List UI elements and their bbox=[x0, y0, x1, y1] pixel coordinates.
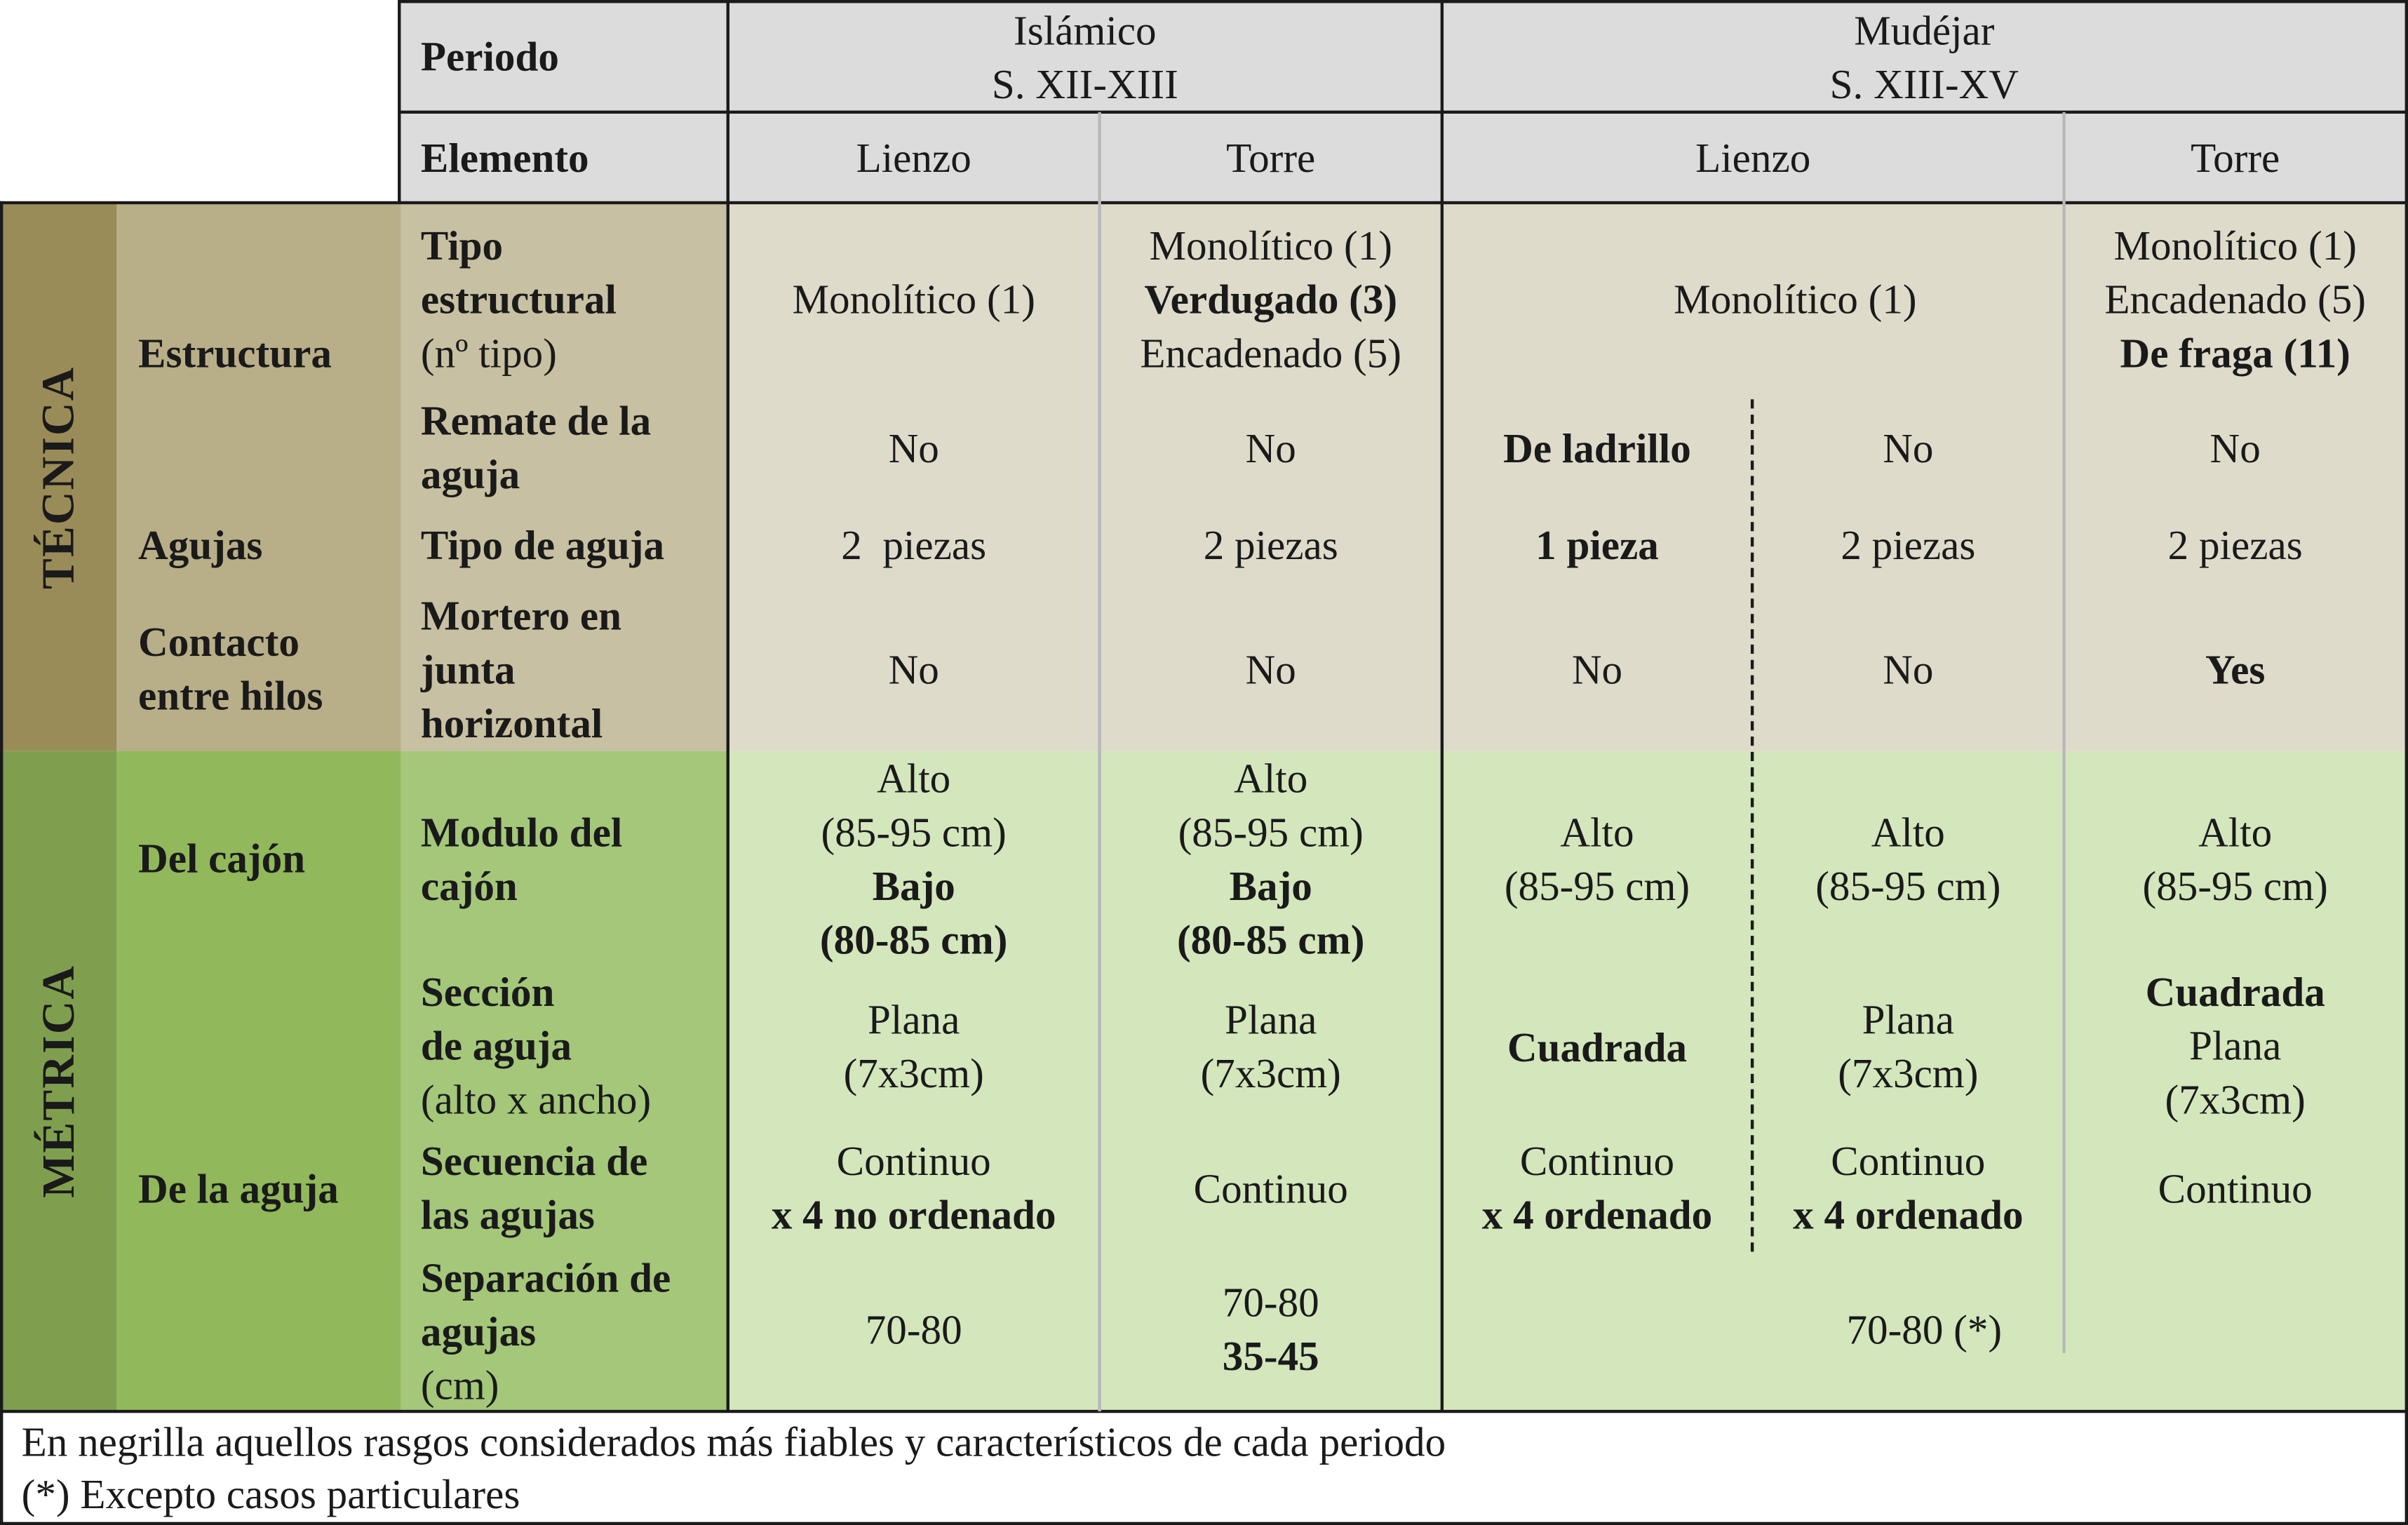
feature-seccion: Sección de aguja (alto x ancho) bbox=[420, 968, 652, 1122]
value-mortero-isl-lienzo: No bbox=[888, 645, 939, 692]
group-contacto: Contacto entre hilos bbox=[138, 619, 323, 719]
feature-modulo: Modulo del cajón bbox=[420, 809, 623, 910]
value-remate-mud-lienzo-b: No bbox=[1883, 424, 1934, 471]
value-remate-mud-torre: No bbox=[2209, 424, 2261, 471]
note-exceptions: (*) Excepto casos particulares bbox=[21, 1471, 520, 1518]
value-tipo-mud-torre: Monolítico (1) Encadenado (5) De fraga (11) bbox=[2104, 222, 2366, 376]
periodo-label: Periodo bbox=[420, 34, 559, 80]
value-remate-mud-lienzo-a: De ladrillo bbox=[1503, 424, 1691, 471]
element-isl-lienzo: Lienzo bbox=[856, 134, 971, 181]
value-mortero-mud-torre: Yes bbox=[2205, 645, 2266, 692]
value-tipo-mud-lienzo: Monolítico (1) bbox=[1674, 275, 1917, 322]
value-secuencia-mud-lienzo-a: Continuo x 4 ordenado bbox=[1481, 1138, 1713, 1238]
value-tipoaguja-mud-lienzo-a: 1 pieza bbox=[1535, 521, 1659, 567]
value-seccion-isl-torre: Plana (7x3cm) bbox=[1200, 996, 1341, 1097]
value-tipoaguja-mud-lienzo-b: 2 piezas bbox=[1841, 521, 1976, 567]
value-secuencia-isl-torre: Continuo bbox=[1193, 1164, 1348, 1211]
value-seccion-isl-lienzo: Plana (7x3cm) bbox=[843, 996, 984, 1097]
note-bold-meaning: En negrilla aquellos rasgos considerados más fiables y característicos de cada periodo bbox=[21, 1419, 1446, 1465]
value-modulo-mud-torre: Alto (85-95 cm) bbox=[2142, 809, 2328, 910]
group-de-la-aguja: De la aguja bbox=[138, 1164, 339, 1211]
value-remate-isl-torre: No bbox=[1245, 424, 1296, 471]
value-seccion-mud-torre: Cuadrada Plana (7x3cm) bbox=[2145, 968, 2325, 1122]
feature-tipo-estructural: Tipo estructural (nº tipo) bbox=[420, 222, 617, 376]
value-tipo-isl-lienzo: Monolítico (1) bbox=[792, 275, 1035, 322]
section-metrica: MÉTRICA bbox=[34, 964, 85, 1198]
value-separacion-isl-torre: 70-80 35-45 bbox=[1222, 1279, 1319, 1380]
value-seccion-mud-lienzo-a: Cuadrada bbox=[1507, 1023, 1688, 1070]
value-remate-isl-lienzo: No bbox=[888, 424, 939, 471]
group-del-cajon: Del cajón bbox=[138, 834, 306, 881]
elemento-label: Elemento bbox=[420, 134, 589, 181]
value-mortero-mud-lienzo-b: No bbox=[1883, 645, 1934, 692]
value-separacion-mudejar: 70-80 (*) bbox=[1846, 1306, 2003, 1352]
value-modulo-mud-lienzo-a: Alto (85-95 cm) bbox=[1504, 809, 1690, 910]
rule-notes-bottom bbox=[0, 1522, 2408, 1525]
feature-tipo-aguja: Tipo de aguja bbox=[420, 521, 665, 567]
value-secuencia-isl-lienzo: Continuo x 4 no ordenado bbox=[771, 1138, 1056, 1238]
feature-separacion: Separación de agujas (cm) bbox=[420, 1254, 671, 1408]
element-mud-lienzo: Lienzo bbox=[1695, 134, 1811, 181]
period-islamico: Islámico S. XII-XIII bbox=[991, 6, 1178, 107]
value-separacion-isl-lienzo: 70-80 bbox=[865, 1306, 962, 1352]
element-mud-torre: Torre bbox=[2191, 134, 2280, 181]
value-tipoaguja-isl-torre: 2 piezas bbox=[1203, 521, 1338, 567]
element-isl-torre: Torre bbox=[1226, 134, 1316, 181]
feature-secuencia: Secuencia de las agujas bbox=[420, 1138, 648, 1238]
value-modulo-mud-lienzo-b: Alto (85-95 cm) bbox=[1815, 809, 2001, 910]
period-mudejar: Mudéjar S. XIII-XV bbox=[1829, 6, 2019, 107]
value-tipoaguja-isl-lienzo: 2 piezas bbox=[841, 521, 987, 567]
value-tipoaguja-mud-torre: 2 piezas bbox=[2167, 521, 2303, 567]
rule-right-outer bbox=[2405, 0, 2408, 1525]
feature-mortero: Mortero en junta horizontal bbox=[420, 592, 622, 746]
value-seccion-mud-lienzo-b: Plana (7x3cm) bbox=[1838, 996, 1979, 1097]
value-secuencia-mud-torre: Continuo bbox=[2158, 1164, 2313, 1211]
value-mortero-isl-torre: No bbox=[1245, 645, 1296, 692]
group-agujas: Agujas bbox=[138, 521, 263, 567]
value-secuencia-mud-lienzo-b: Continuo x 4 ordenado bbox=[1793, 1138, 2024, 1238]
value-modulo-isl-lienzo: Alto (85-95 cm) Bajo (80-85 cm) bbox=[819, 755, 1008, 963]
value-modulo-isl-torre: Alto (85-95 cm) Bajo (80-85 cm) bbox=[1176, 755, 1365, 963]
section-tecnica: TÉCNICA bbox=[34, 365, 85, 589]
value-mortero-mud-lienzo-a: No bbox=[1571, 645, 1623, 692]
rule-table-bottom bbox=[0, 1410, 2408, 1413]
group-estructura: Estructura bbox=[138, 329, 332, 376]
feature-remate: Remate de la aguja bbox=[420, 398, 652, 498]
value-tipo-isl-torre: Monolítico (1) Verdugado (3) Encadenado (5) bbox=[1140, 222, 1402, 376]
